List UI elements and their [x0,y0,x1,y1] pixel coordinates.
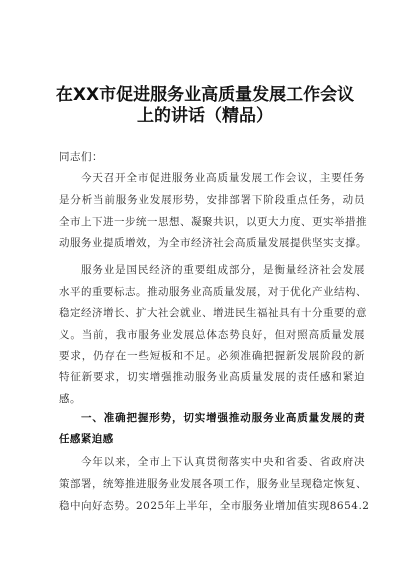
paragraph-2-line-6: 特征新要求，切实增强推动服务业高质量发展的责任感和紧迫 [59,371,365,383]
paragraph-3-line-1: 今年以来，全市上下认真贯彻落实中央和省委、省政府决 [81,456,365,468]
paragraph-2-line-5: 要求，仍存在一些短板和不足。必须准确把握新发展阶段的新 [59,350,365,362]
paragraph-2-line-7: 感。 [59,393,81,405]
paragraph-1-line-2: 是分析当前服务业发展形势，安排部署下阶段重点任务，动员 [59,194,365,206]
salutation: 同志们： [59,151,103,163]
paragraph-2-line-1: 服务业是国民经济的重要组成部分，是衡量经济社会发展 [81,264,365,276]
paragraph-3-line-3: 稳中向好态势。2025年上半年，全市服务业增加值实现8654.2 [59,500,370,512]
paragraph-1-line-4: 动服务业提质增效，为全市经济社会高质量发展提供坚实支撑。 [59,237,367,249]
paragraph-2-line-4: 义。当前，我市服务业发展总体态势良好，但对照高质量发展 [59,329,365,341]
paragraph-2-line-3: 稳定经济增长、扩大社会就业、增进民生福祉具有十分重要的意 [59,307,367,319]
paragraph-2-line-2: 水平的重要标志。推动服务业高质量发展，对于优化产业结构、 [59,286,367,298]
paragraph-3-line-2: 策部署，统筹推进服务业发展各项工作，服务业呈现稳定恢复、 [59,478,367,490]
document-title-line-2: 上的讲话（精品） [137,106,273,126]
section-heading-line-2: 任感紧迫感 [59,433,114,445]
paragraph-1-line-3: 全市上下进一步统一思想、凝聚共识，以更大力度、更实举措推 [59,216,367,228]
document-title-line-1: 在XX市促进服务业高质量发展工作会议 [55,85,355,105]
paragraph-1-line-1: 今天召开全市促进服务业高质量发展工作会议，主要任务 [81,172,365,184]
section-heading-line-1: 一、准确把握形势，切实增强推动服务业高质量发展的责 [81,412,365,424]
